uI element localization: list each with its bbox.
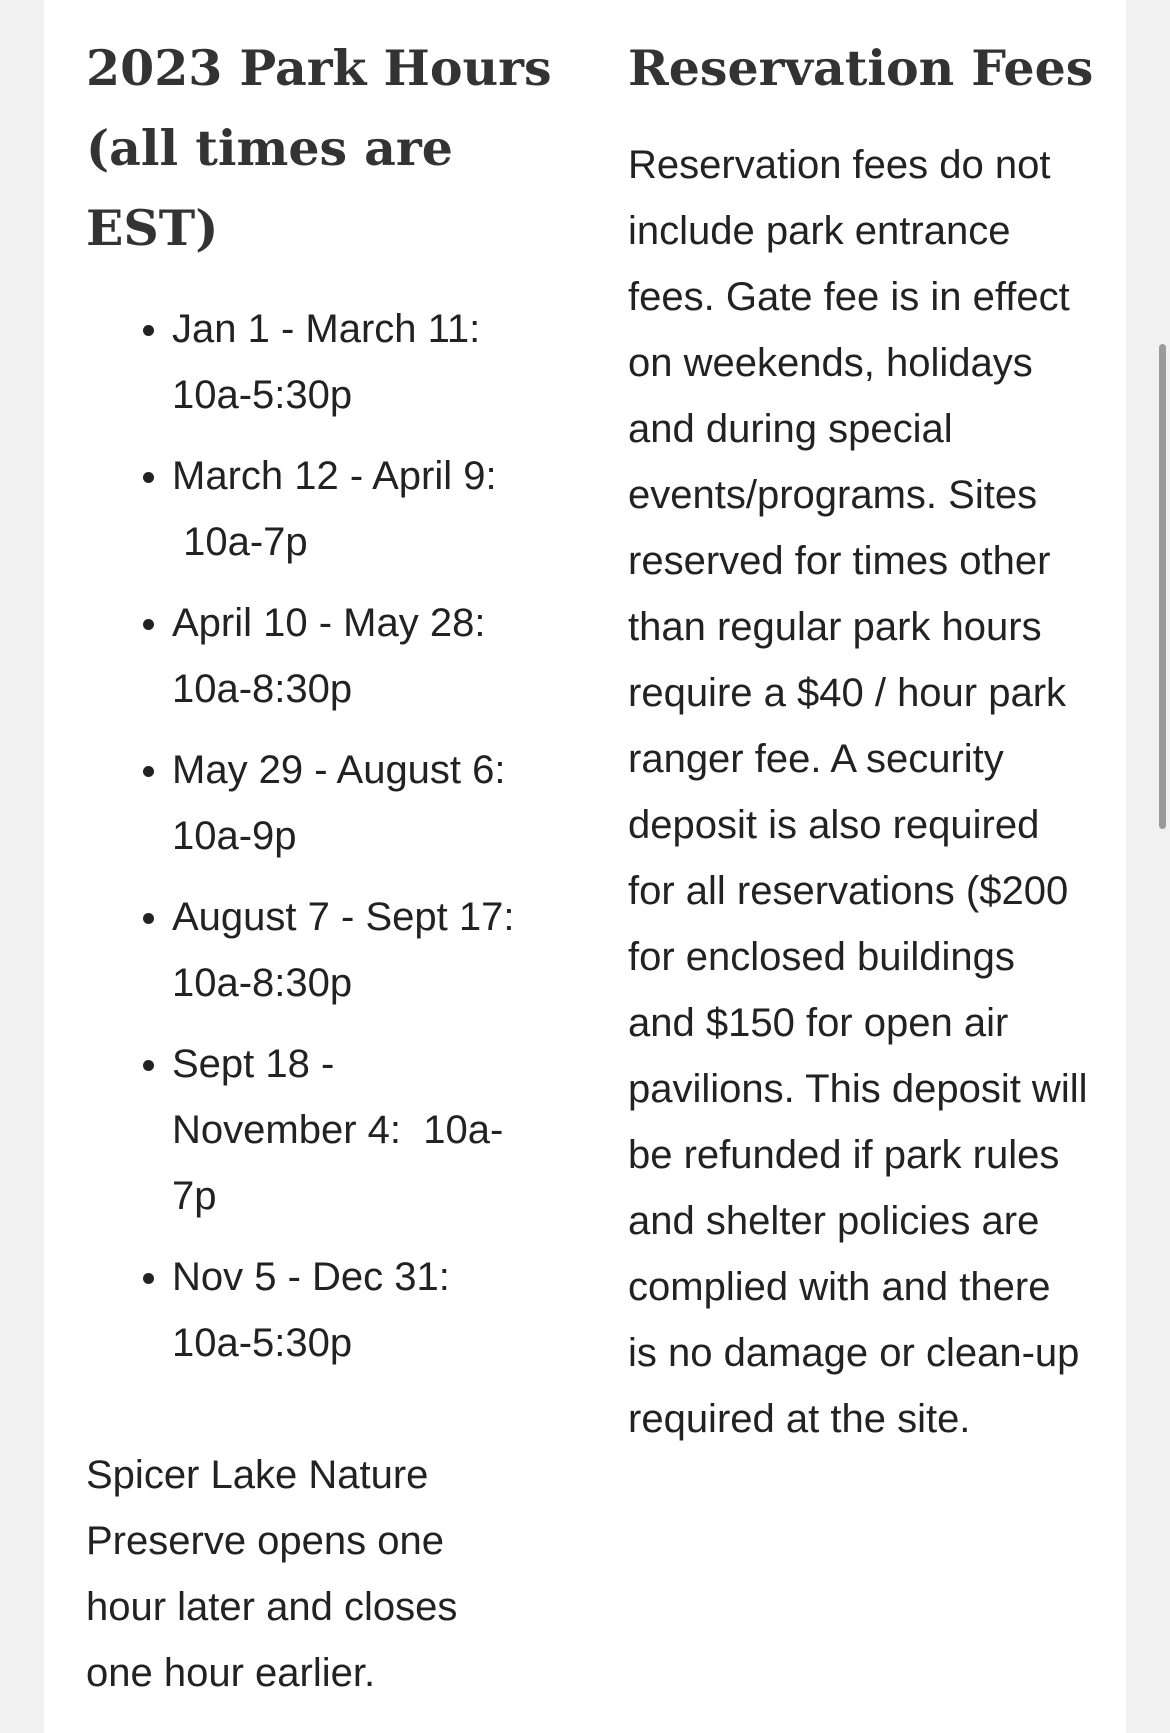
open-hours: 10a-8:30p — [172, 667, 353, 711]
hours-list-item — [172, 1031, 556, 1229]
hours-list-item — [172, 737, 556, 869]
open-hours: 10a-7p — [172, 520, 308, 564]
reservation-fees-text: Reservation fees do not include park entrance fees. Gate fee is in effect on weekends, holidays and during special events/programs. Sites reserved for times other than regular park hours require a $40 / hour park ranger fee. A security deposit is also required for all reservations ($200 for enclosed buildings and $150 for open air pavilions. This deposit will be refunded if park rules and shelter policies are complied with and there is no damage or clean-up required at the site. — [628, 143, 1088, 1441]
hours-list-item — [172, 884, 556, 1016]
park-hours-section — [86, 28, 556, 1706]
date-range: • March 12 - April 9: — [172, 454, 497, 498]
date-range: • August 7 - Sept 17: — [172, 895, 515, 939]
hours-list-item — [172, 443, 556, 575]
date-range: • Jan 1 - March 11: — [172, 307, 481, 351]
hours-list-item — [172, 1244, 556, 1376]
date-range: • April 10 - May 28: — [172, 601, 486, 645]
date-range: • May 29 - August 6: — [172, 748, 506, 792]
open-hours: 7p — [172, 1174, 217, 1218]
reservation-fees-section — [628, 28, 1098, 1452]
date-range: • Nov 5 - Dec 31: — [172, 1255, 450, 1299]
scrollbar-thumb[interactable] — [1159, 344, 1166, 829]
park-hours-heading: 2023 Park Hours (all times are EST) — [86, 39, 552, 257]
nature-preserve-note: Spicer Lake Nature Preserve opens one hour later and closes one hour earlier. — [86, 1453, 458, 1695]
reservation-fees-heading: Reservation Fees — [628, 39, 1094, 97]
open-hours: 10a-5:30p — [172, 373, 353, 417]
hours-list-item — [172, 296, 556, 428]
date-range: • Sept 18 - November 4: 10a- — [172, 1042, 504, 1152]
hours-list-item — [172, 590, 556, 722]
park-hours-list — [86, 296, 556, 1376]
open-hours: 10a-9p — [172, 814, 297, 858]
open-hours: 10a-5:30p — [172, 1321, 353, 1365]
open-hours: 10a-8:30p — [172, 961, 353, 1005]
